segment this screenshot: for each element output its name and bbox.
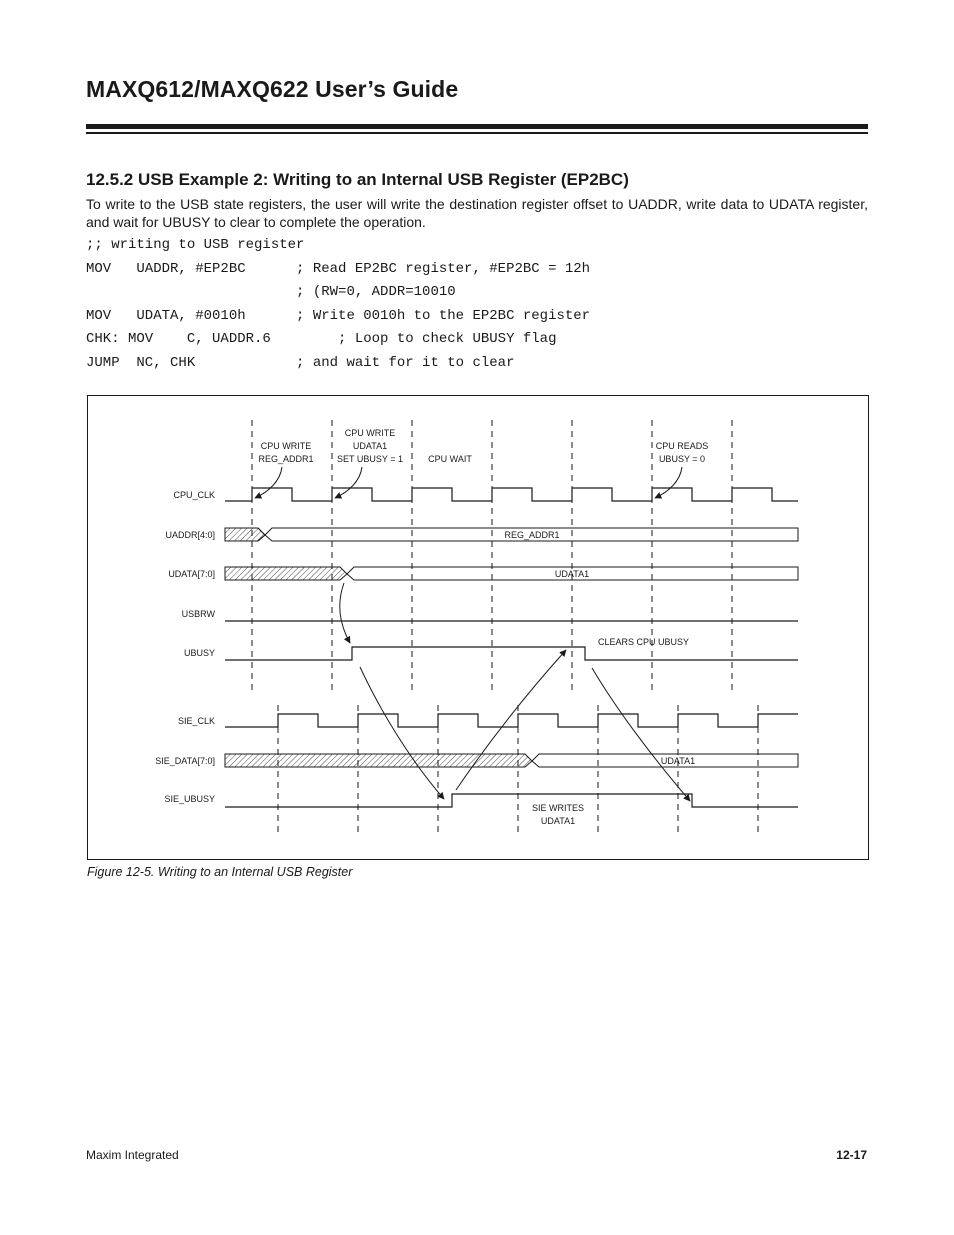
annotation-cpu-reads-line2: UBUSY = 0 — [658, 454, 706, 464]
sie-ubusy-waveform — [225, 794, 798, 807]
code-line: ;; writing to USB register — [86, 237, 305, 253]
annotation-clears-cpu-ubusy: CLEARS CPU UBUSY — [598, 637, 690, 647]
signal-label-uaddr: UADDR[4:0] — [165, 530, 215, 540]
annotation-cpu-wait: CPU WAIT — [428, 454, 472, 464]
causality-arrows — [340, 583, 690, 801]
signal-label-ubusy: UBUSY — [183, 648, 215, 658]
udata-invalid-region — [225, 567, 347, 580]
signal-label-sie-ubusy: SIE_UBUSY — [164, 794, 215, 804]
signal-label-sie-clk: SIE_CLK — [177, 716, 215, 726]
footer-company: Maxim Integrated — [86, 1148, 179, 1162]
cpu-clk-waveform — [225, 488, 798, 501]
uaddr-value: REG_ADDR1 — [504, 530, 560, 540]
section-title: 12.5.2 USB Example 2: Writing to an Internal USB Register (EP2BC) — [86, 170, 629, 189]
code-line: JUMP NC, CHK ; and wait for it to clear — [86, 355, 515, 371]
code-line: MOV UDATA, #0010h ; Write 0010h to the EP2BC register — [86, 308, 591, 324]
annotation-cpu-reads-line1: CPU READS — [655, 441, 709, 451]
signal-label-cpu-clk: CPU_CLK — [173, 490, 215, 500]
footer-page-number: 12-17 — [836, 1148, 867, 1162]
annotation-sie-writes-line1: SIE WRITES — [531, 803, 585, 813]
annotation-arrows — [255, 467, 682, 498]
document-title: MAXQ612/MAXQ622 User’s Guide — [86, 76, 459, 102]
code-line: CHK: MOV C, UADDR.6 ; Loop to check UBUSY flag — [86, 331, 557, 347]
udata-value: UDATA1 — [554, 569, 590, 579]
sie-clk-waveform — [225, 714, 798, 727]
code-line: MOV UADDR, #EP2BC ; Read EP2BC register, #EP2BC = 12h — [86, 261, 591, 277]
section-paragraph: To write to the USB state registers, the user will write the destination register offset to UADDR, write data to UDATA register, and wait for UBUSY to clear to complete the operation. — [86, 196, 868, 230]
signal-label-usbrw: USBRW — [181, 609, 215, 619]
annotation-sie-writes-line2: UDATA1 — [540, 816, 576, 826]
sie-data-invalid-region — [225, 754, 532, 767]
annotation-cpu-write-reg-addr1-line2: REG_ADDR1 — [258, 454, 314, 464]
annotation-cpu-write-reg-addr1-line1: CPU WRITE — [260, 441, 312, 451]
sie-data-value: UDATA1 — [660, 756, 696, 766]
annotation-cpu-write-udata1-line2: UDATA1 — [352, 441, 388, 451]
signal-label-sie-data: SIE_DATA[7:0] — [155, 756, 215, 766]
code-line: ; (RW=0, ADDR=10010 — [86, 284, 456, 300]
annotation-cpu-write-udata1-line3: SET UBUSY = 1 — [337, 454, 403, 464]
annotation-cpu-write-udata1-line1: CPU WRITE — [344, 428, 396, 438]
signal-label-udata: UDATA[7:0] — [168, 569, 215, 579]
uaddr-invalid-region — [225, 528, 265, 541]
figure-caption: Figure 12-5. Writing to an Internal USB Register — [87, 865, 353, 879]
ubusy-waveform — [225, 647, 798, 660]
